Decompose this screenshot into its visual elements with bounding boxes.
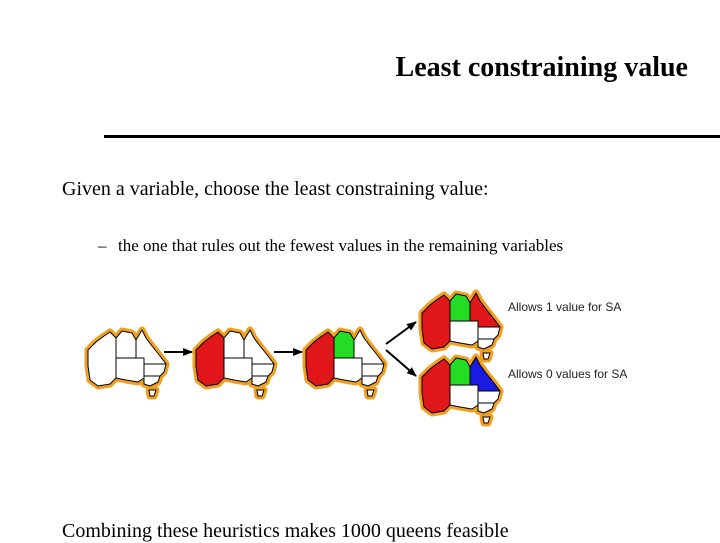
sub-bullet-text: the one that rules out the fewest values in the remaining variables: [118, 236, 564, 255]
arrow-3-down: [386, 350, 416, 376]
state-sa: [450, 385, 478, 409]
sub-bullet-marker: –: [98, 236, 107, 255]
arrow-3-up: [386, 322, 416, 344]
state-nt: [224, 331, 244, 358]
state-nt: [450, 294, 470, 321]
state-nt: [116, 331, 136, 358]
state-wa: [88, 332, 116, 386]
state-wa: [196, 332, 224, 386]
state-wa: [422, 359, 450, 413]
map-3: [306, 330, 384, 396]
bullet-text: Given a variable, choose the least constraining value:: [62, 178, 489, 200]
state-sa: [116, 358, 144, 382]
caption-allows-1: Allows 1 value for SA: [508, 300, 622, 314]
map-2: [196, 330, 274, 396]
map-1: [88, 330, 166, 396]
state-nt: [450, 358, 470, 385]
footer-text: Combining these heuristics makes 1000 queens feasible: [62, 520, 509, 542]
caption-allows-0: Allows 0 values for SA: [508, 367, 628, 381]
state-wa: [306, 332, 334, 386]
state-sa: [450, 321, 478, 345]
slide-title: Least constraining value: [395, 52, 688, 83]
state-sa: [224, 358, 252, 382]
state-wa: [422, 295, 450, 349]
state-sa: [334, 358, 362, 382]
map-4a: [422, 293, 500, 359]
state-nt: [334, 331, 354, 358]
map-4b: [422, 357, 500, 423]
